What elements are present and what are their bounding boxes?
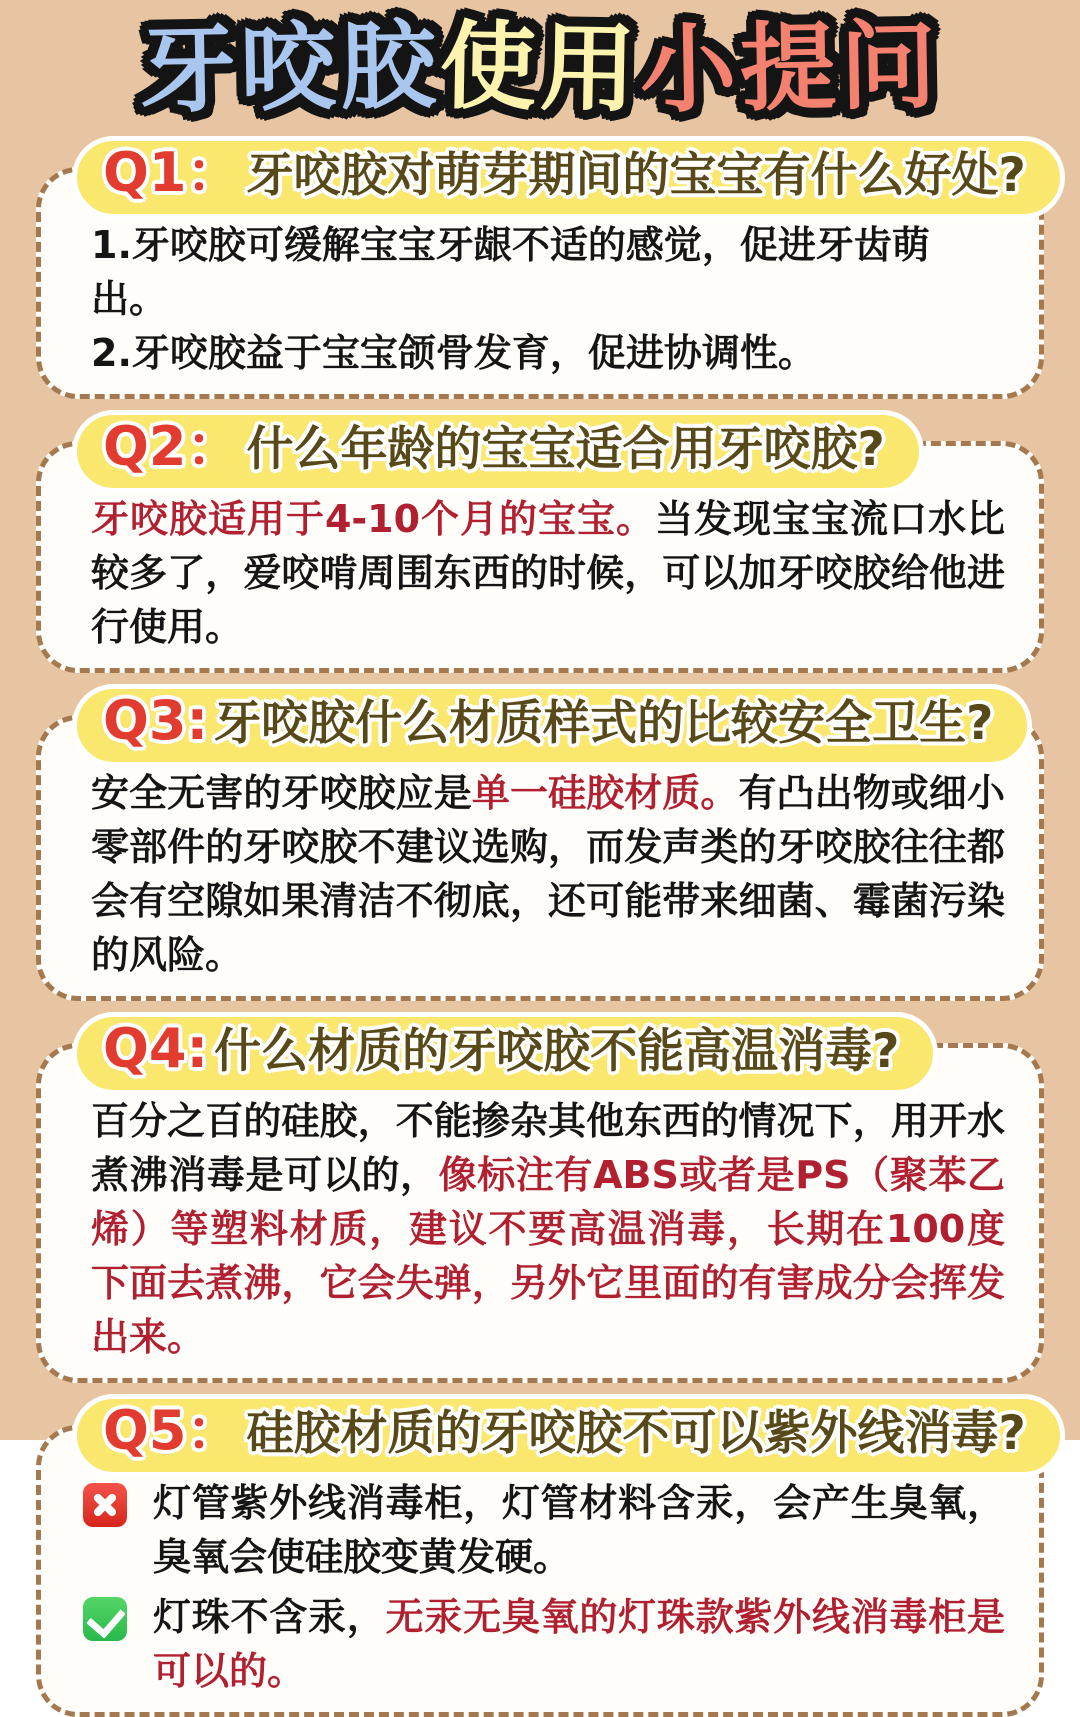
answer-segment: 百分之百的硅胶，不能掺杂其他东西的情况下，用开水煮沸消毒是可以的， [91, 1099, 1005, 1197]
question-number: Q4: [103, 1017, 209, 1080]
title-part-product: 牙咬胶 [139, 9, 441, 127]
answer-segment: 有凸出物或细小零部件的牙咬胶不建议选购，而发声类的牙咬胶往往都会有空隙如果清洁不彻底，还可能带来细菌、霉菌污染的风险。 [91, 771, 1005, 977]
cross-mark-icon [83, 1483, 127, 1527]
answer-segment: 灯珠不含汞， [153, 1595, 386, 1639]
answer-paragraph [91, 1094, 1005, 1364]
answer-segment-highlight: 单一硅胶材质。 [471, 771, 739, 815]
answer-line: 2.牙咬胶益于宝宝颌骨发育，促进协调性。 [91, 331, 816, 375]
qa-section-q5 [36, 1394, 1044, 1717]
answer-segment: 当发现宝宝流口水比较多了，爱咬啃周围东西的时候，可以加牙咬胶给他进行使用。 [91, 497, 1005, 649]
question-pill-q2 [72, 410, 924, 493]
question-pill-q4 [72, 1012, 938, 1095]
qa-list [0, 136, 1080, 1717]
question-text: 牙咬胶什么材质样式的比较安全卫生? [214, 696, 994, 751]
answer-paragraph [153, 1476, 1005, 1584]
page-title [0, 0, 1080, 127]
question-number: Q2： [103, 415, 241, 478]
answer-line: 1.牙咬胶可缓解宝宝牙龈不适的感觉，促进牙齿萌出。 [91, 223, 930, 321]
question-text: 硅胶材质的牙咬胶不可以紫外线消毒? [246, 1406, 1026, 1461]
answer-segment: 灯管紫外线消毒柜，灯管材料含汞，会产生臭氧，臭氧会使硅胶变黄发硬。 [153, 1481, 1005, 1579]
answer-segment-highlight: 像标注有ABS或者是PS（聚苯乙烯）等塑料材质，建议不要高温消毒，长期在100度下面去煮沸，它会失弹，另外它里面的有害成分会挥发出来。 [91, 1153, 1005, 1359]
question-pill-q3 [72, 684, 1032, 767]
question-text: 牙咬胶对萌芽期间的宝宝有什么好处? [246, 148, 1026, 203]
answer-paragraph [153, 1590, 1005, 1698]
question-text: 什么材质的牙咬胶不能高温消毒? [214, 1024, 900, 1079]
question-pill-q5 [72, 1394, 1065, 1477]
title-part-questions: 小提问 [639, 9, 941, 127]
check-mark-icon [83, 1597, 127, 1641]
qa-section-q2 [36, 410, 1044, 673]
question-number: Q5： [103, 1399, 241, 1462]
question-number: Q1： [103, 141, 241, 204]
title-part-usage: 使用 [439, 10, 641, 126]
answer-segment-highlight: 无汞无臭氧的灯珠款紫外线消毒柜是可以的。 [153, 1595, 1005, 1693]
answer-paragraph [91, 492, 1005, 654]
question-pill-q1 [72, 136, 1065, 219]
question-number: Q3: [103, 689, 209, 752]
answer-item-negative [91, 1476, 1005, 1584]
question-text: 什么年龄的宝宝适合用牙咬胶? [246, 422, 885, 477]
answer-segment: 安全无害的牙咬胶应是 [91, 771, 472, 815]
answer-paragraph [91, 766, 1005, 982]
qa-section-q3 [36, 684, 1044, 1001]
answer-item-positive [91, 1590, 1005, 1698]
qa-section-q4 [36, 1012, 1044, 1383]
qa-section-q1 [36, 136, 1044, 399]
answer-segment-highlight: 牙咬胶适用于4-10个月的宝宝。 [91, 497, 656, 541]
